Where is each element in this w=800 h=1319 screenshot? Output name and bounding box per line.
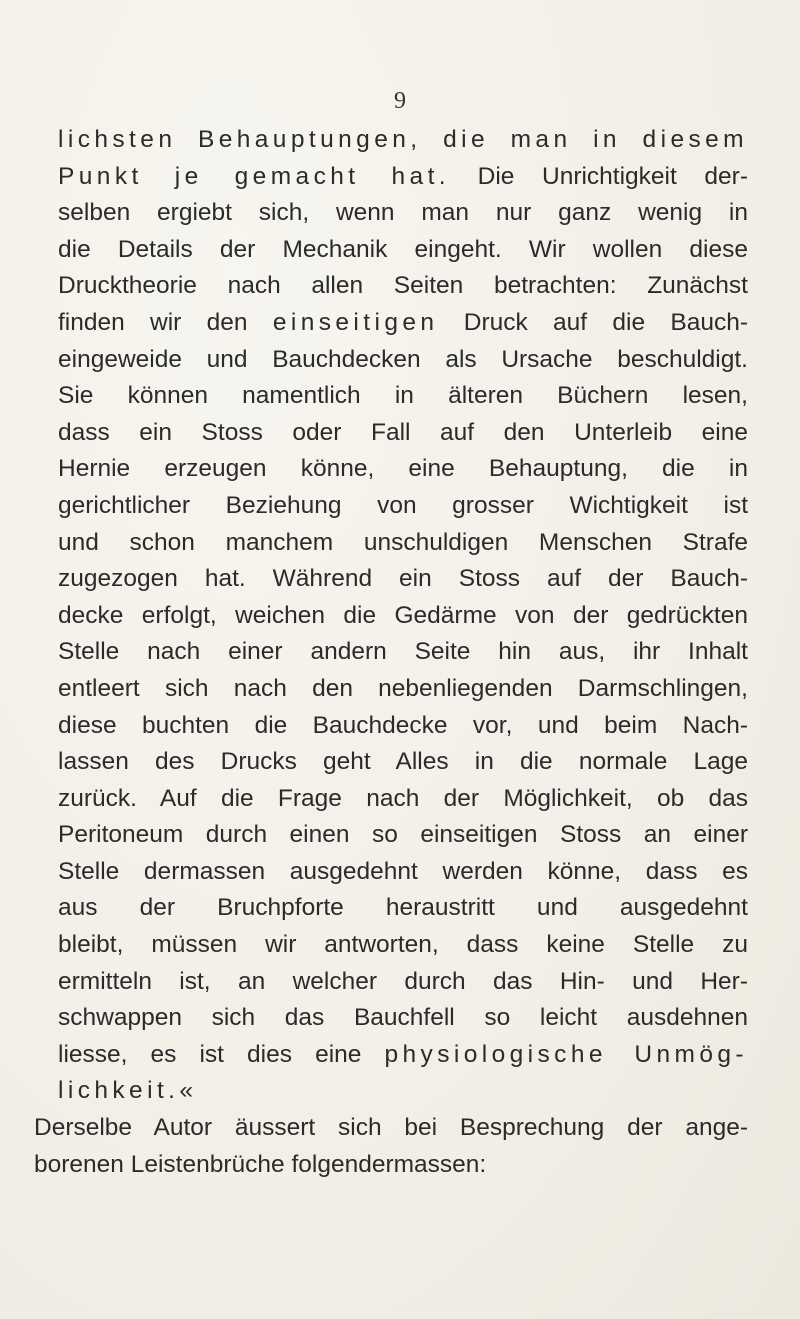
emphasized-text: Punkt je gemacht hat.: [58, 162, 451, 190]
text-segment: dass ein Stoss oder Fall auf den Unterleib eine: [58, 418, 748, 446]
text-segment: Hernie erzeugen könne, eine Behauptung, die in: [58, 455, 748, 483]
body-text: [34, 122, 749, 1183]
text-line: [58, 342, 748, 379]
text-segment: diese buchten die Bauchdecke vor, und beim Nach-: [58, 711, 748, 739]
text-line: borenen Leistenbrüche folgendermassen:: [34, 1150, 487, 1178]
text-line: [58, 634, 748, 671]
text-segment: bleibt, müssen wir antworten, dass keine Stelle zu: [58, 931, 748, 959]
text-line: [58, 561, 748, 598]
text-line: [58, 744, 748, 781]
text-line: [58, 451, 748, 488]
text-segment: zurück. Auf die Frage nach der Möglichkeit, ob das: [58, 784, 748, 812]
text-line: [58, 890, 748, 927]
text-segment: aus der Bruchpforte heraustritt und ausgedehnt: [58, 894, 748, 922]
emphasized-text: lichkeit.«: [58, 1077, 198, 1105]
text-segment: die Details der Mechanik eingeht. Wir wollen diese: [58, 235, 748, 263]
text-segment: zugezogen hat. Während ein Stoss auf der Bauch-: [58, 565, 748, 593]
text-segment: und schon manchem unschuldigen Menschen Strafe: [58, 528, 748, 556]
text-line: [58, 854, 748, 891]
text-segment: Stelle dermassen ausgedehnt werden könne, dass es: [58, 857, 748, 885]
text-line: [58, 1037, 748, 1074]
text-line: [58, 817, 748, 854]
text-segment: schwappen sich das Bauchfell so leicht ausdehnen: [58, 1004, 748, 1032]
emphasized-text: physiologische Unmög-: [384, 1040, 749, 1068]
text-segment: Druck auf die Bauch-: [438, 308, 748, 336]
text-line: [58, 964, 748, 1001]
text-line: [58, 195, 748, 232]
text-segment: lassen des Drucks geht Alles in die normale Lage: [58, 748, 748, 776]
text-segment: Drucktheorie nach allen Seiten betrachten: Zunächst: [58, 272, 748, 300]
text-segment: selben ergiebt sich, wenn man nur ganz wenig in: [58, 199, 748, 227]
text-segment: ermitteln ist, an welcher durch das Hin- und Her-: [58, 967, 748, 995]
text-line: [58, 927, 748, 964]
text-segment: Sie können namentlich in älteren Büchern lesen,: [58, 382, 748, 410]
text-line: [58, 232, 748, 269]
text-segment: eingeweide und Bauchdecken als Ursache beschuldigt.: [58, 345, 748, 373]
emphasized-text: lichsten Behauptungen, die man in diesem: [58, 126, 748, 153]
text-segment: liesse, es ist dies eine: [58, 1040, 385, 1068]
text-segment: gerichtlicher Beziehung von grosser Wichtigkeit ist: [58, 491, 748, 519]
text-segment: entleert sich nach den nebenliegenden Darmschlingen,: [58, 674, 748, 702]
emphasized-text: einseitigen: [272, 308, 439, 336]
text-line: Derselbe Autor äussert sich bei Besprechung der ange-: [34, 1114, 748, 1142]
text-segment: Peritoneum durch einen so einseitigen Stoss an einer: [58, 821, 748, 849]
text-line: [58, 415, 748, 452]
text-line: [58, 1000, 748, 1037]
text-segment: finden wir den: [58, 308, 273, 336]
text-segment: decke erfolgt, weichen die Gedärme von der gedrückten: [58, 601, 748, 629]
text-line: [58, 708, 748, 745]
text-line: [58, 488, 748, 525]
text-line: [58, 305, 748, 342]
text-line: [58, 598, 748, 635]
text-line: [58, 671, 748, 708]
text-segment: Stelle nach einer andern Seite hin aus, ihr Inhalt: [58, 638, 748, 666]
text-line: [58, 525, 748, 562]
page-number: 9: [394, 88, 406, 114]
text-line: [58, 1073, 748, 1110]
text-line: [58, 781, 748, 818]
text-line: [58, 122, 748, 159]
text-line: [58, 378, 748, 415]
text-line: [58, 268, 748, 305]
text-segment: Die Unrichtigkeit der-: [450, 162, 748, 190]
text-line: [58, 159, 748, 196]
